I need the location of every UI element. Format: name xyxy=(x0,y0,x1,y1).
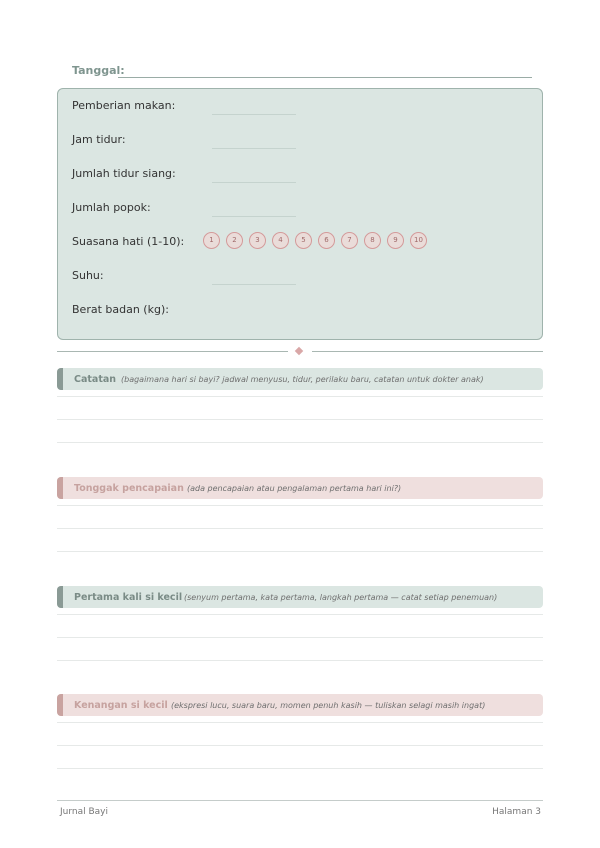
mood-circle-2[interactable]: 2 xyxy=(226,232,243,249)
naps-label: Jumlah tidur siang: xyxy=(72,167,176,180)
writing-line[interactable] xyxy=(57,505,543,506)
mood-row xyxy=(72,233,532,253)
journal-name: Jurnal Bayi xyxy=(60,807,108,817)
milestones-accent-bar xyxy=(57,477,63,499)
memories-header xyxy=(57,694,543,716)
writing-line[interactable] xyxy=(57,551,543,552)
writing-line[interactable] xyxy=(57,442,543,443)
mood-circle-4[interactable]: 4 xyxy=(272,232,289,249)
weight-label: Berat badan (kg): xyxy=(72,303,169,316)
mood-circle-3[interactable]: 3 xyxy=(249,232,266,249)
date-input-line[interactable] xyxy=(118,77,532,78)
writing-line[interactable] xyxy=(57,637,543,638)
footer-rule xyxy=(57,800,543,801)
writing-line[interactable] xyxy=(57,528,543,529)
naps-input-line[interactable] xyxy=(212,182,296,183)
milestones-hint: (ada pencapaian atau pengalaman pertama hari ini?) xyxy=(187,484,402,493)
sleep-hours-input-line[interactable] xyxy=(212,148,296,149)
firsts-title: Pertama kali si kecil xyxy=(74,592,183,603)
page-number: Halaman 3 xyxy=(492,807,541,817)
firsts-section xyxy=(57,586,543,666)
writing-line[interactable] xyxy=(57,745,543,746)
notes-section xyxy=(57,368,543,448)
temperature-input-line[interactable] xyxy=(212,284,296,285)
milestones-header xyxy=(57,477,543,499)
ornament-divider xyxy=(57,346,543,358)
memories-hint: (ekspresi lucu, suara baru, momen penuh kasih — tuliskan selagi masih ingat) xyxy=(171,701,486,710)
firsts-accent-bar xyxy=(57,586,63,608)
notes-title: Catatan xyxy=(74,374,117,385)
mood-circle-10[interactable]: 10 xyxy=(410,232,427,249)
mood-circle-8[interactable]: 8 xyxy=(364,232,381,249)
diapers-label: Jumlah popok: xyxy=(72,201,151,214)
feeding-label: Pemberian makan: xyxy=(72,99,176,112)
diamond-icon xyxy=(295,347,303,355)
firsts-header xyxy=(57,586,543,608)
feeding-input-line[interactable] xyxy=(212,114,296,115)
firsts-hint: (senyum pertama, kata pertama, langkah pertama — catat setiap penemuan) xyxy=(184,593,498,602)
milestones-section xyxy=(57,477,543,557)
writing-line[interactable] xyxy=(57,660,543,661)
date-label: Tanggal: xyxy=(72,64,125,77)
date-field[interactable] xyxy=(72,62,532,80)
mood-circle-6[interactable]: 6 xyxy=(318,232,335,249)
writing-line[interactable] xyxy=(57,768,543,769)
mood-label: Suasana hati (1-10): xyxy=(72,235,185,248)
notes-header xyxy=(57,368,543,390)
mood-circle-7[interactable]: 7 xyxy=(341,232,358,249)
milestones-title: Tonggak pencapaian xyxy=(74,483,184,494)
diapers-input-line[interactable] xyxy=(212,216,296,217)
temperature-label: Suhu: xyxy=(72,269,104,282)
mood-circle-9[interactable]: 9 xyxy=(387,232,404,249)
memories-title: Kenangan si kecil xyxy=(74,700,168,711)
mood-circle-5[interactable]: 5 xyxy=(295,232,312,249)
memories-section xyxy=(57,694,543,774)
writing-line[interactable] xyxy=(57,419,543,420)
daily-tracker-box xyxy=(57,88,543,340)
mood-circle-1[interactable]: 1 xyxy=(203,232,220,249)
memories-accent-bar xyxy=(57,694,63,716)
writing-line[interactable] xyxy=(57,396,543,397)
notes-accent-bar xyxy=(57,368,63,390)
divider-line-left xyxy=(57,351,288,352)
sleep-hours-label: Jam tidur: xyxy=(72,133,126,146)
writing-line[interactable] xyxy=(57,614,543,615)
notes-hint: (bagaimana hari si bayi? jadwal menyusu, tidur, perilaku baru, catatan untuk dokter anak) xyxy=(121,375,484,384)
divider-line-right xyxy=(312,351,543,352)
writing-line[interactable] xyxy=(57,722,543,723)
